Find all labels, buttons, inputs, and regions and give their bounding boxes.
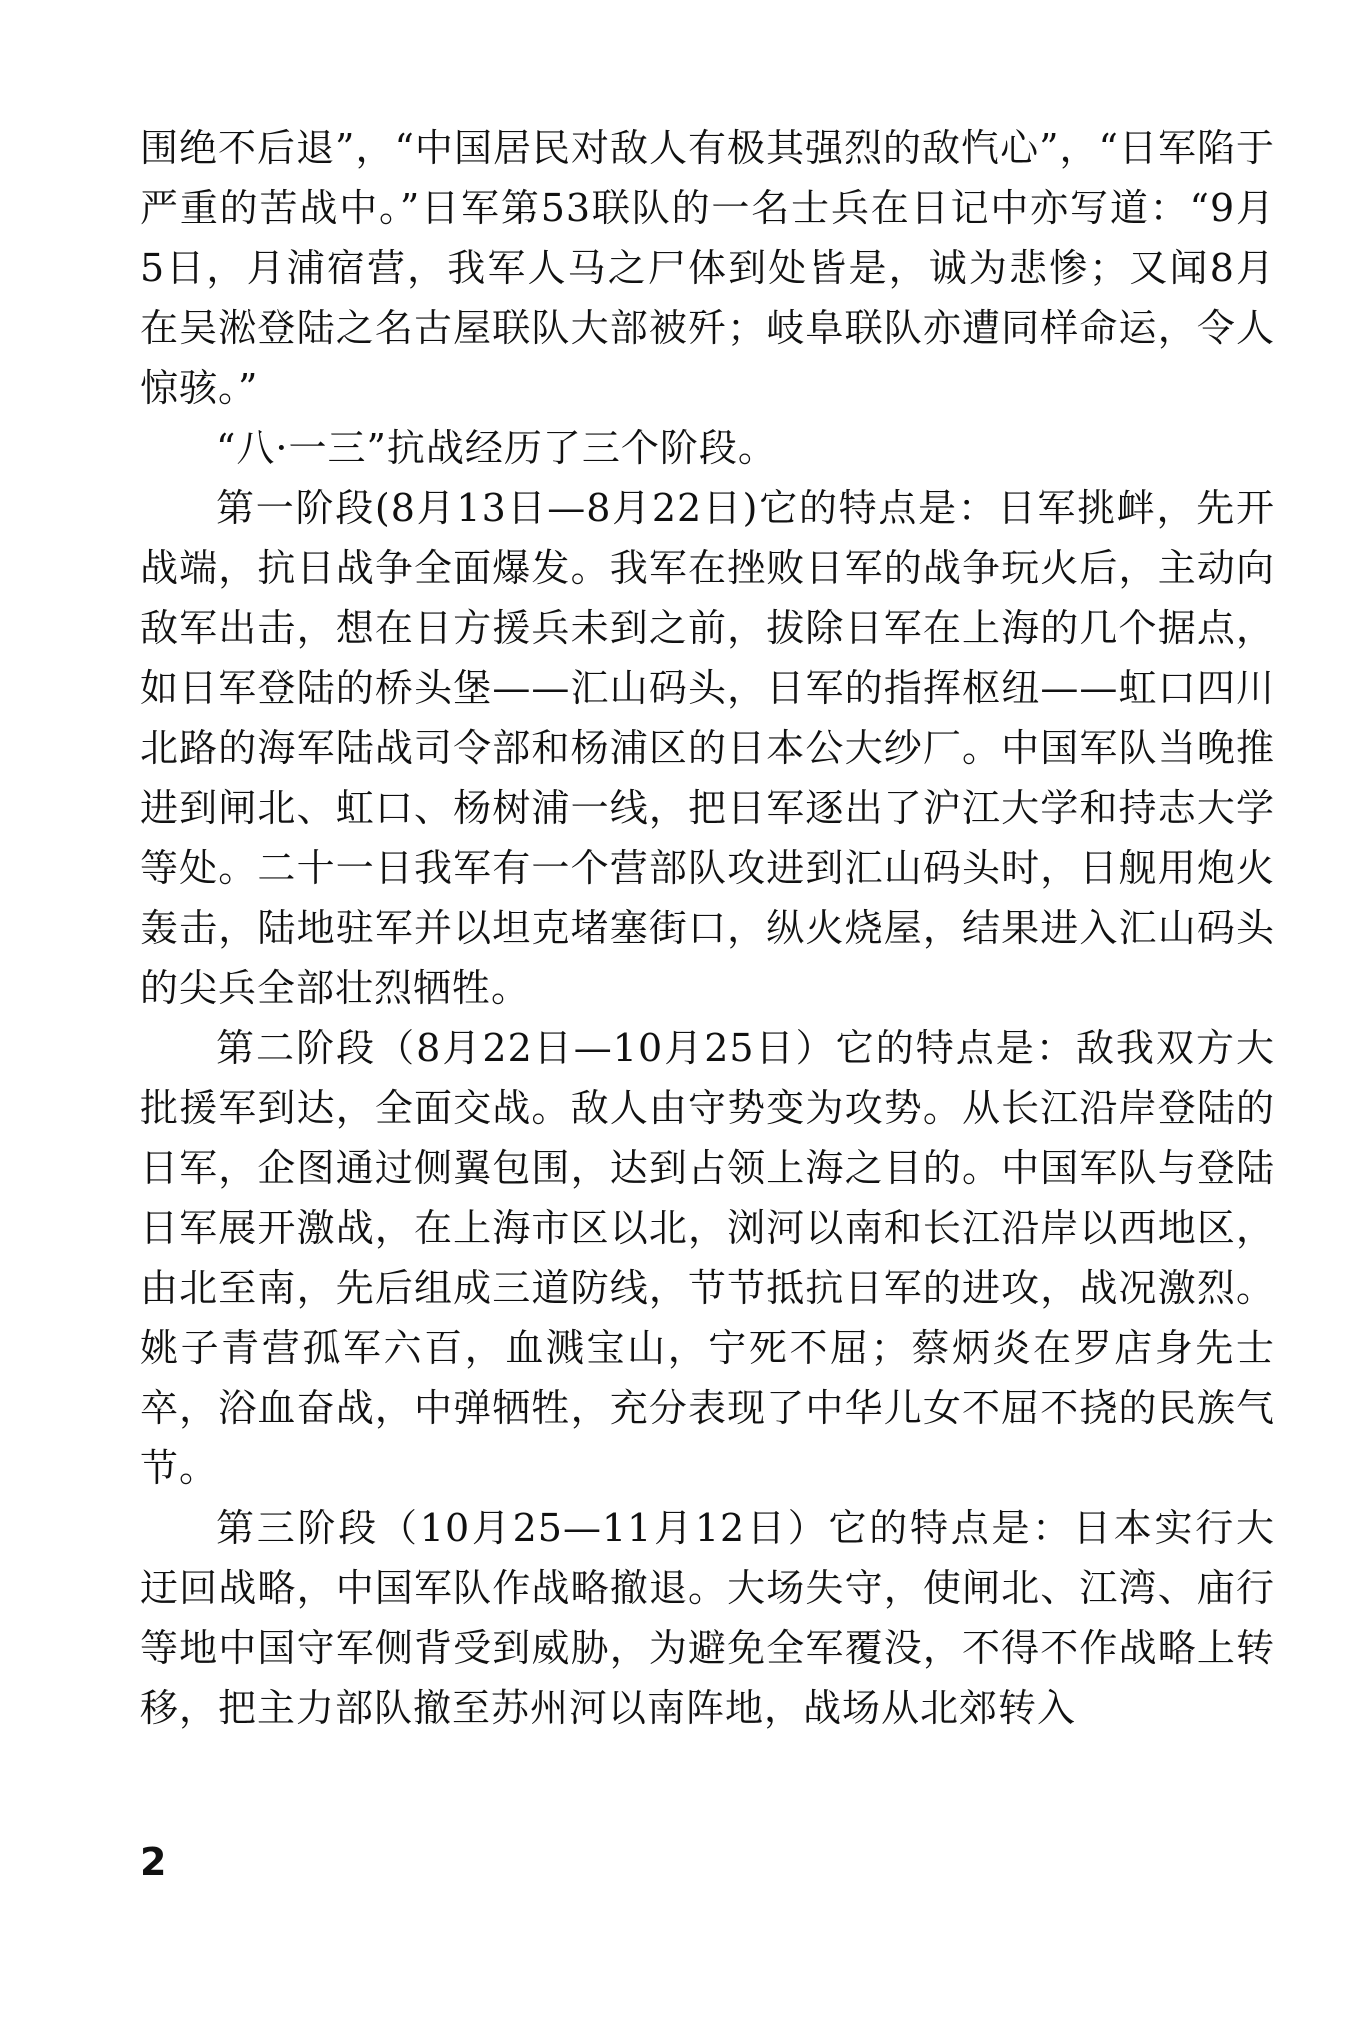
paragraph-4: 第二阶段（8月22日—10月25日）它的特点是：敌我双方大批援军到达，全面交战。敌人由守势变为攻势。从长江沿岸登陆的日军，企图通过侧翼包围，达到占领上海之目的。中国军队与登陆日军展开激战，在上海市区以北，浏河以南和长江沿岸以西地区，由北至南，先后组成三道防线，节节抵抗日军的进攻，战况激烈。姚子青营孤军六百，血溅宝山，宁死不屈；蔡炳炎在罗店身先士卒，浴血奋战，中弹牺牲，充分表现了中华儿女不屈不挠的民族气节。 (140, 1026, 1275, 1490)
paragraph-5: 第三阶段（10月25—11月12日）它的特点是：日本实行大迂回战略，中国军队作战略撤退。大场失守，使闸北、江湾、庙行等地中国守军侧背受到威胁，为避免全军覆没，不得不作战略上转移，把主力部队撤至苏州河以南阵地，战场从北郊转入 (140, 1506, 1275, 1730)
paragraph-2: “八·一三”抗战经历了三个阶段。 (216, 426, 777, 470)
paragraph-3: 第一阶段(8月13日—8月22日)它的特点是：日军挑衅，先开战端，抗日战争全面爆发。我军在挫败日军的战争玩火后，主动向敌军出击，想在日方援兵未到之前，拔除日军在上海的几个据点，如日军登陆的桥头堡——汇山码头，日军的指挥枢纽——虹口四川北路的海军陆战司令部和杨浦区的日本公大纱厂。中国军队当晚推进到闸北、虹口、杨树浦一线，把日军逐出了沪江大学和持志大学等处。二十一日我军有一个营部队攻进到汇山码头时，日舰用炮火轰击，陆地驻军并以坦克堵塞街口，纵火烧屋，结果进入汇山码头的尖兵全部壮烈牺牲。 (140, 486, 1275, 1010)
body-text (140, 118, 1275, 1738)
paragraph-1: 围绝不后退”，“中国居民对敌人有极其强烈的敌忾心”，“日军陷于严重的苦战中。”日军第53联队的一名士兵在日记中亦写道：“9月5日，月浦宿营，我军人马之尸体到处皆是，诚为悲惨；又闻8月在吴淞登陆之名古屋联队大部被歼；岐阜联队亦遭同样命运，令人惊骇。” (140, 126, 1275, 410)
page-number: 2 (140, 1840, 167, 1884)
